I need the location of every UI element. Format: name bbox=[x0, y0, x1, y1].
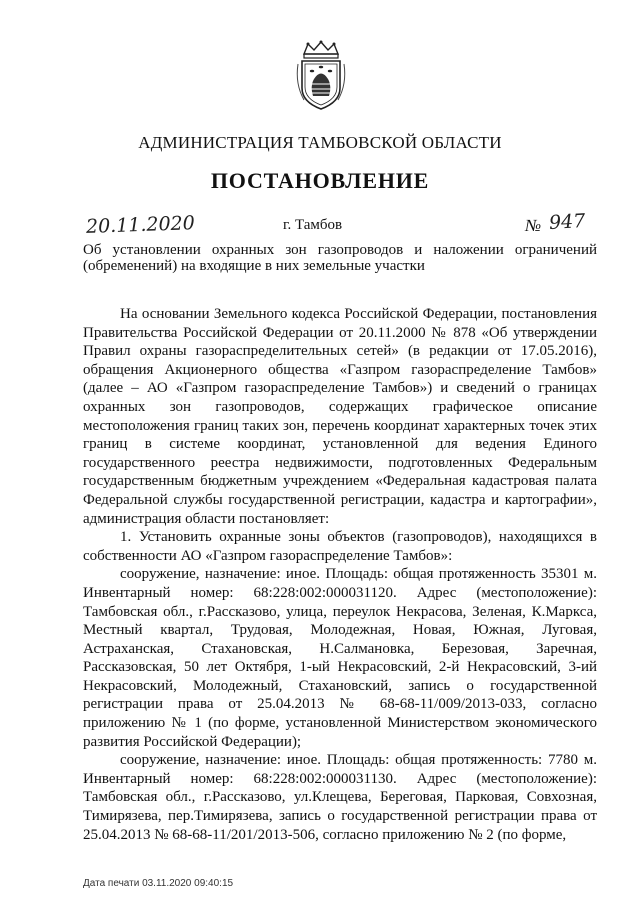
handwritten-number: 947 bbox=[548, 210, 586, 234]
document-subject: Об установлении охранных зон газопроводов и наложении ограничений (обременений) на входящие в них земельные участки bbox=[83, 242, 597, 274]
body-paragraph: 1. Установить охранные зоны объектов (газопроводов), находящихся в собственности АО «Газпром газораспределение Тамбов»: bbox=[83, 529, 597, 564]
document-type-title: ПОСТАНОВЛЕНИЕ bbox=[210, 168, 430, 193]
print-date: Дата печати 03.11.2020 09:40:15 bbox=[83, 878, 234, 889]
document-body bbox=[83, 305, 597, 844]
handwritten-date: 20.11.2020 bbox=[85, 212, 196, 238]
body-paragraph: сооружение, назначение: иное. Площадь: общая протяженность 35301 м. Инвентарный номер: 68:228:002:000031120. Адрес (местоположение): Тамбовская обл., г.Рассказово, улица, переулок Некрасова, Зеленая, К.Маркса, Местный квартал, Трудовая, Молодежная, Новая, Южная, Луговая, Астраханская, Стахановская, Н.Салмановка, Березовая, Заречная, Рассказовская, 50 лет Октября, 1-ый Некрасовский, 2-й Некрасовский, 3-ий Некрасовский, Молодежный, Стахановский, запись о государственной регистрации права от 25.04.2013 № 68-68-11/009/2013-033, согласно приложению № 1 (по форме, установленной Министерством экономического развития Российской Федерации); bbox=[83, 566, 597, 750]
coat-of-arms-icon bbox=[292, 40, 350, 112]
body-paragraph: На основании Земельного кодекса Российской Федерации, постановления Правительства Российской Федерации от 20.11.2000 № 878 «Об утверждении Правил охраны газораспределительных сетей» (в редакции от 17.05.2016), обращения Акционерного общества «Газпром газораспределение Тамбов» (далее – АО «Газпром газораспределение Тамбов») и сведений о границах охранных зон газопроводов, содержащих графическое описание местоположения границ таких зон, перечень координат характерных точек этих границ в системе координат, установленной для ведения Единого государственного реестра недвижимости, подготовленных Федеральным государственным бюджетным учреждением «Федеральная кадастровая палата Федеральной службы государственной регистрации, кадастра и картографии», администрация области постановляет: bbox=[83, 306, 597, 527]
organization-title: АДМИНИСТРАЦИЯ ТАМБОВСКОЙ ОБЛАСТИ bbox=[138, 133, 502, 152]
number-label: № bbox=[525, 216, 542, 235]
body-paragraph: сооружение, назначение: иное. Площадь: общая протяженность: 7780 м. Инвентарный номер: 68:228:002:000031130. Адрес (местоположение): Тамбовская обл., г.Рассказово, ул.Клещева, Береговая, Парковая, Совхозная, Тимирязева, пер.Тимирязева, запись о государственной регистрации права от 25.04.2013 № 68-68-11/201/2013-506, согласно приложению № 2 (по форме, bbox=[83, 752, 597, 843]
city-label: г. Тамбов bbox=[283, 217, 343, 233]
